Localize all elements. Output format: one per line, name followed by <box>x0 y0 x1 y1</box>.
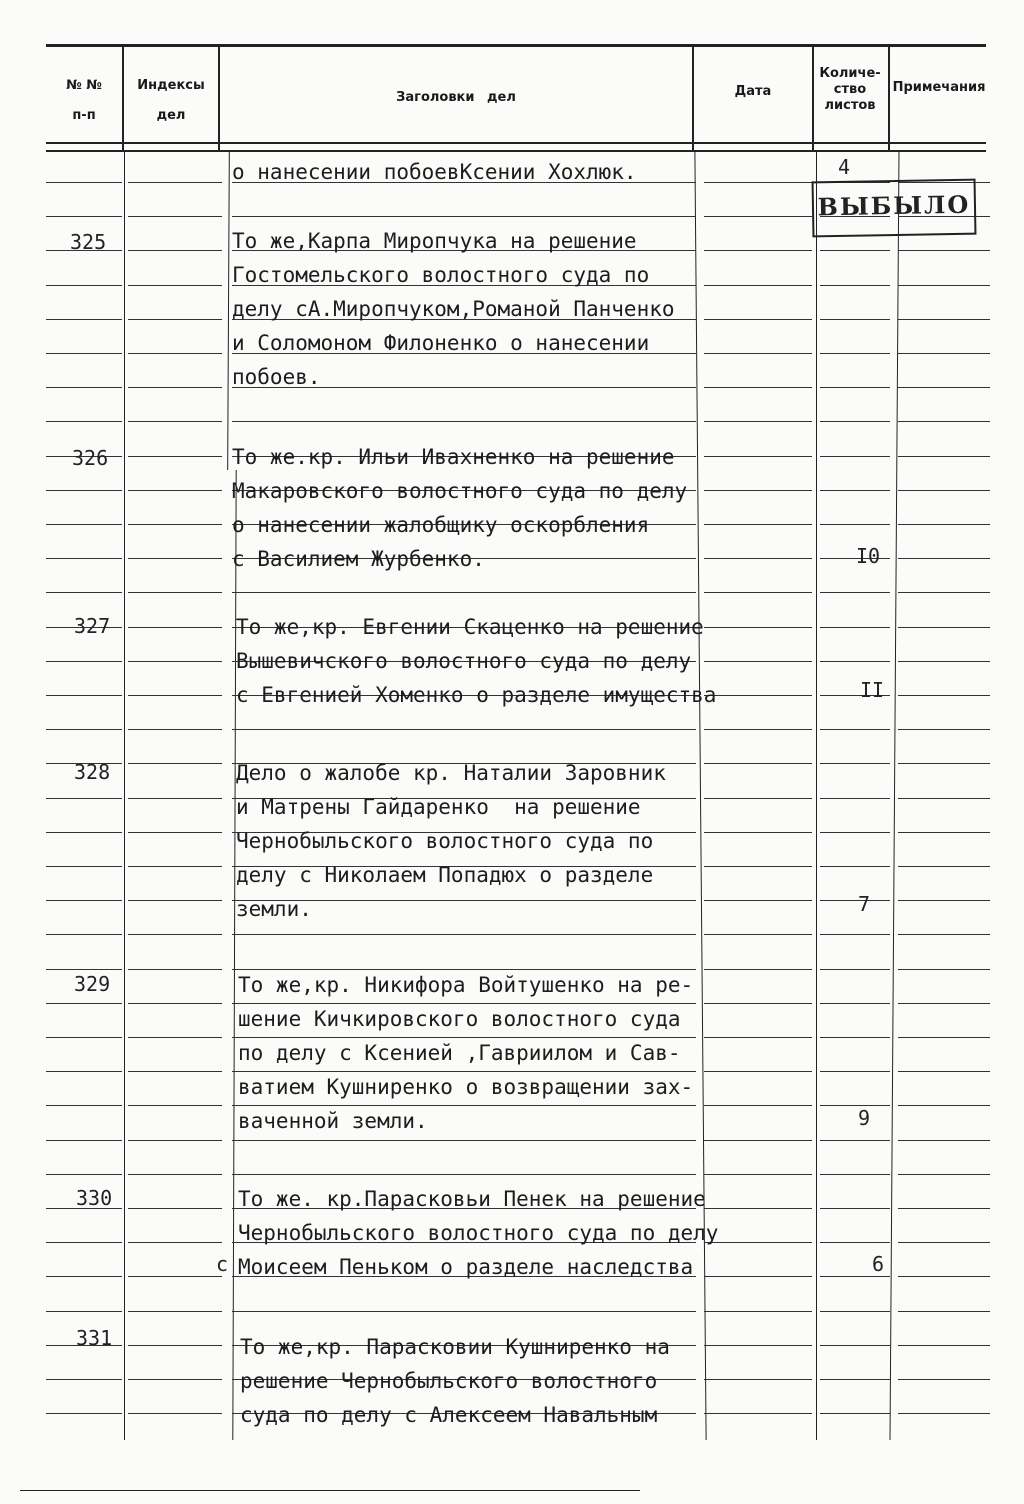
ruled-line <box>820 1003 890 1004</box>
ruled-line <box>46 729 122 730</box>
ruled-line <box>46 285 122 286</box>
ruled-line <box>128 456 222 457</box>
ruled-line <box>46 832 122 833</box>
ruled-line <box>820 285 890 286</box>
ruled-line <box>898 1379 990 1380</box>
header-title: Заголовки дел <box>396 90 516 105</box>
entry-number: 328 <box>74 760 111 784</box>
ruled-line <box>128 661 222 662</box>
ruled-line <box>46 1071 122 1072</box>
ruled-line <box>46 695 122 696</box>
ruled-line <box>898 1174 990 1175</box>
ruled-line <box>898 250 990 251</box>
ruled-line <box>128 1379 222 1380</box>
ruled-line <box>46 934 122 935</box>
ruled-line <box>704 900 812 901</box>
ruled-line <box>820 969 890 970</box>
entry-line: с Василием Журбенко. <box>232 547 485 571</box>
ruled-line <box>820 627 890 628</box>
header-index <box>124 78 218 124</box>
entry-number: 325 <box>70 230 107 254</box>
ruled-line <box>128 1413 222 1414</box>
ruled-line <box>898 1242 990 1243</box>
ruled-line <box>820 1140 890 1141</box>
ruled-line <box>46 866 122 867</box>
ruled-line <box>128 1208 222 1209</box>
ruled-line <box>820 421 890 422</box>
entry-line: То же. кр.Парасковьи Пенек на решение <box>238 1187 706 1211</box>
ruled-line <box>128 558 222 559</box>
margin-note: с <box>216 1252 229 1276</box>
ruled-line <box>128 729 222 730</box>
ruled-line <box>128 592 222 593</box>
ruled-line <box>46 969 122 970</box>
ruled-line <box>898 456 990 457</box>
ruled-line <box>128 934 222 935</box>
ruled-line <box>898 1208 990 1209</box>
ruled-line <box>704 182 812 183</box>
ruled-line <box>898 285 990 286</box>
ruled-line <box>128 421 222 422</box>
ruled-line <box>232 934 696 935</box>
ruled-line <box>128 353 222 354</box>
ruled-line <box>128 627 222 628</box>
ruled-line <box>704 1242 812 1243</box>
ruled-line <box>898 832 990 833</box>
ruled-line <box>128 1071 222 1072</box>
ruled-line <box>704 1105 812 1106</box>
ruled-line <box>898 695 990 696</box>
entry-number: 330 <box>76 1186 113 1210</box>
entry-line: Дело о жалобе кр. Наталии Заровник <box>236 761 666 785</box>
ruled-line <box>898 353 990 354</box>
ruled-line <box>128 1311 222 1312</box>
ruled-line <box>704 1140 812 1141</box>
ruled-line <box>898 1003 990 1004</box>
entry-line: ваченной земли. <box>238 1109 428 1133</box>
entry-line: Чернобыльского волостного суда по <box>236 829 654 853</box>
ruled-line <box>128 832 222 833</box>
ruled-line <box>46 1276 122 1277</box>
ruled-line <box>704 1174 812 1175</box>
ruled-line <box>128 182 222 183</box>
ruled-line <box>820 353 890 354</box>
ruled-line <box>704 216 812 217</box>
ruled-line <box>704 832 812 833</box>
ruled-line <box>232 729 696 730</box>
entry-line: с Евгенией Хоменко о разделе имущества <box>236 683 717 707</box>
ruled-line <box>232 592 696 593</box>
ruled-line <box>46 1379 122 1380</box>
ruled-line <box>704 627 812 628</box>
ruled-line <box>820 1105 890 1106</box>
ruled-line <box>898 969 990 970</box>
ruled-line <box>46 182 122 183</box>
ruled-line <box>704 456 812 457</box>
ruled-line <box>820 1276 890 1277</box>
ruled-line <box>128 1105 222 1106</box>
entry-line: земли. <box>236 897 312 921</box>
ruled-line <box>704 1413 812 1414</box>
ruled-line <box>46 490 122 491</box>
entry-leaves: 9 <box>858 1106 871 1130</box>
page-bottom-rule <box>20 1490 640 1491</box>
entry-line: о нанесении жалобщику оскорбления <box>232 513 650 537</box>
ruled-line <box>820 661 890 662</box>
body-divider-title-left <box>227 150 230 470</box>
entry-leaves: 4 <box>838 155 851 179</box>
ruled-line <box>128 1140 222 1141</box>
ruled-line <box>820 1037 890 1038</box>
ruled-line <box>898 319 990 320</box>
ruled-line <box>820 1311 890 1312</box>
ruled-line <box>128 900 222 901</box>
ruled-line <box>704 353 812 354</box>
ruled-line <box>704 1345 812 1346</box>
ruled-line <box>232 1140 696 1141</box>
ruled-line <box>898 900 990 901</box>
ruled-line <box>820 524 890 525</box>
ruled-line <box>128 695 222 696</box>
ruled-line <box>232 216 696 217</box>
header-bottom-border-2 <box>46 150 986 152</box>
ruled-line <box>898 1345 990 1346</box>
entry-line: и Матрены Гайдаренко на решение <box>236 795 641 819</box>
ruled-line <box>46 900 122 901</box>
ruled-line <box>898 1311 990 1312</box>
ruled-line <box>128 1276 222 1277</box>
header-top-border <box>46 44 986 47</box>
header-num <box>46 78 122 124</box>
entry-number: 331 <box>76 1326 113 1350</box>
ruled-line <box>898 934 990 935</box>
entry-line: о нанесении побоевКсении Хохлюк. <box>232 160 637 184</box>
ruled-line <box>704 729 812 730</box>
ruled-line <box>898 661 990 662</box>
ruled-line <box>898 763 990 764</box>
ruled-line <box>704 490 812 491</box>
ruled-line <box>46 387 122 388</box>
ruled-line <box>704 1037 812 1038</box>
ruled-line <box>704 319 812 320</box>
ruled-line <box>820 798 890 799</box>
ruled-line <box>128 216 222 217</box>
ruled-line <box>898 1105 990 1106</box>
ruled-line <box>704 524 812 525</box>
ruled-line <box>46 1413 122 1414</box>
ruled-line <box>704 763 812 764</box>
entry-line: То же.кр. Ильи Ивахненко на решение <box>232 445 675 469</box>
entry-line: То же,кр. Парасковии Кушниренко на <box>240 1335 670 1359</box>
entry-line: Чернобыльского волостного суда по делу <box>238 1221 719 1245</box>
ruled-line <box>46 1242 122 1243</box>
ruled-line <box>898 1413 990 1414</box>
ruled-line <box>820 1345 890 1346</box>
ruled-line <box>46 216 122 217</box>
ruled-line <box>46 319 122 320</box>
ruled-line <box>820 1242 890 1243</box>
header-count-line2: ство <box>833 82 867 97</box>
entry-line: решение Чернобыльского волостного <box>240 1369 658 1393</box>
ruled-line <box>820 490 890 491</box>
ruled-line <box>704 387 812 388</box>
ruled-line <box>128 285 222 286</box>
ruled-line <box>704 969 812 970</box>
header-count-line3: листов <box>824 98 876 113</box>
ruled-line <box>820 763 890 764</box>
ruled-line <box>898 729 990 730</box>
entry-line: побоев. <box>232 365 321 389</box>
entry-line: делу с Николаем Попадюх о разделе <box>236 863 654 887</box>
ruled-line <box>46 1174 122 1175</box>
ruled-line <box>820 832 890 833</box>
entry-line: и Соломоном Филоненко о нанесении <box>232 331 650 355</box>
entry-line: Моисеем Пеньком о разделе наследства <box>238 1255 694 1279</box>
header-bottom-border <box>46 142 986 144</box>
entry-line: Вышевичского волостного суда по делу <box>236 649 692 673</box>
ruled-line <box>704 934 812 935</box>
entry-line: суда по делу с Алексеем Навальным <box>240 1403 658 1427</box>
header-date: Дата <box>734 84 772 99</box>
ruled-line <box>46 1140 122 1141</box>
ruled-line <box>704 1071 812 1072</box>
ruled-line <box>128 250 222 251</box>
ruled-line <box>46 1003 122 1004</box>
ruled-line <box>704 661 812 662</box>
ruled-line <box>704 798 812 799</box>
ruled-line <box>704 1003 812 1004</box>
ruled-line <box>898 1071 990 1072</box>
ruled-line <box>704 285 812 286</box>
ruled-line <box>232 1311 696 1312</box>
ruled-line <box>820 934 890 935</box>
entry-number: 329 <box>74 972 111 996</box>
body-divider-count <box>816 150 817 1440</box>
ruled-line <box>128 798 222 799</box>
ruled-line <box>820 1174 890 1175</box>
ruled-line <box>46 1311 122 1312</box>
ruled-line <box>46 1037 122 1038</box>
entry-line: шение Кичкировского волостного суда <box>238 1007 681 1031</box>
ruled-line <box>898 558 990 559</box>
ruled-line <box>704 250 812 251</box>
ruled-line <box>704 1379 812 1380</box>
ruled-line <box>704 558 812 559</box>
entry-line: Гостомельского волостного суда по <box>232 263 650 287</box>
ruled-line <box>820 900 890 901</box>
col-divider-5 <box>888 44 890 150</box>
entry-line: То же,кр. Евгении Скаценко на решение <box>236 615 704 639</box>
ruled-line <box>898 592 990 593</box>
ruled-line <box>46 353 122 354</box>
entry-line: по делу с Ксенией ,Гавриилом и Сав- <box>238 1041 681 1065</box>
ruled-line <box>128 490 222 491</box>
ruled-line <box>820 387 890 388</box>
entry-leaves: 6 <box>872 1252 885 1276</box>
ruled-line <box>704 1276 812 1277</box>
ruled-line <box>128 1345 222 1346</box>
ruled-line <box>898 490 990 491</box>
ruled-line <box>820 592 890 593</box>
ruled-line <box>128 763 222 764</box>
ruled-line <box>898 1276 990 1277</box>
ruled-line <box>820 866 890 867</box>
header-num-line1: № № <box>66 78 102 93</box>
ruled-line <box>704 592 812 593</box>
ruled-line <box>128 1003 222 1004</box>
ruled-line <box>128 969 222 970</box>
header-index-line2: дел <box>156 108 186 123</box>
entry-line: То же,Карпа Миропчука на решение <box>232 229 637 253</box>
ruled-line <box>46 421 122 422</box>
body-divider-notes <box>889 150 899 1440</box>
ruled-line <box>128 1037 222 1038</box>
entry-leaves: I0 <box>856 544 881 568</box>
withdrawn-stamp: ВЫБЫЛО <box>812 179 977 238</box>
ruled-line <box>128 1174 222 1175</box>
ruled-line <box>820 250 890 251</box>
ruled-line <box>128 319 222 320</box>
ruled-line <box>820 1413 890 1414</box>
entry-line: ватием Кушниренко о возвращении зах- <box>238 1075 694 1099</box>
ruled-line <box>232 1174 696 1175</box>
ruled-line <box>46 661 122 662</box>
ruled-line <box>128 866 222 867</box>
ruled-line <box>704 1208 812 1209</box>
header-notes: Примечания <box>892 80 986 95</box>
ruled-line <box>46 524 122 525</box>
ruled-line <box>46 798 122 799</box>
ruled-line <box>46 592 122 593</box>
header-count-line1: Количе- <box>819 66 881 81</box>
ruled-line <box>232 421 696 422</box>
ruled-line <box>898 1140 990 1141</box>
ruled-line <box>46 558 122 559</box>
ruled-line <box>46 1105 122 1106</box>
ruled-line <box>898 387 990 388</box>
entry-number: 327 <box>74 614 111 638</box>
ruled-line <box>898 1037 990 1038</box>
entry-line: Макаровского волостного суда по делу <box>232 479 688 503</box>
ruled-line <box>820 456 890 457</box>
ruled-line <box>898 798 990 799</box>
ruled-line <box>898 524 990 525</box>
ruled-line <box>898 627 990 628</box>
ruled-line <box>820 1208 890 1209</box>
entry-leaves: 7 <box>858 892 871 916</box>
ruled-line <box>820 1071 890 1072</box>
ruled-line <box>128 387 222 388</box>
ruled-line <box>820 729 890 730</box>
ruled-line <box>898 866 990 867</box>
ruled-line <box>704 866 812 867</box>
header-index-line1: Индексы <box>137 78 205 93</box>
ruled-line <box>704 421 812 422</box>
ruled-line <box>820 319 890 320</box>
header-count <box>812 66 888 114</box>
ruled-line <box>704 1311 812 1312</box>
header-num-line2: п-п <box>72 108 96 123</box>
ruled-line <box>128 1242 222 1243</box>
ruled-line <box>898 421 990 422</box>
entry-leaves: II <box>860 678 885 702</box>
ruled-line <box>820 1379 890 1380</box>
entry-line: То же,кр. Никифора Войтушенко на ре- <box>238 973 694 997</box>
entry-number: 326 <box>72 446 109 470</box>
ruled-line <box>704 695 812 696</box>
ruled-line <box>128 524 222 525</box>
body-divider-index <box>124 150 125 1440</box>
entry-line: делу сА.Миропчуком,Романой Панченко <box>232 297 675 321</box>
